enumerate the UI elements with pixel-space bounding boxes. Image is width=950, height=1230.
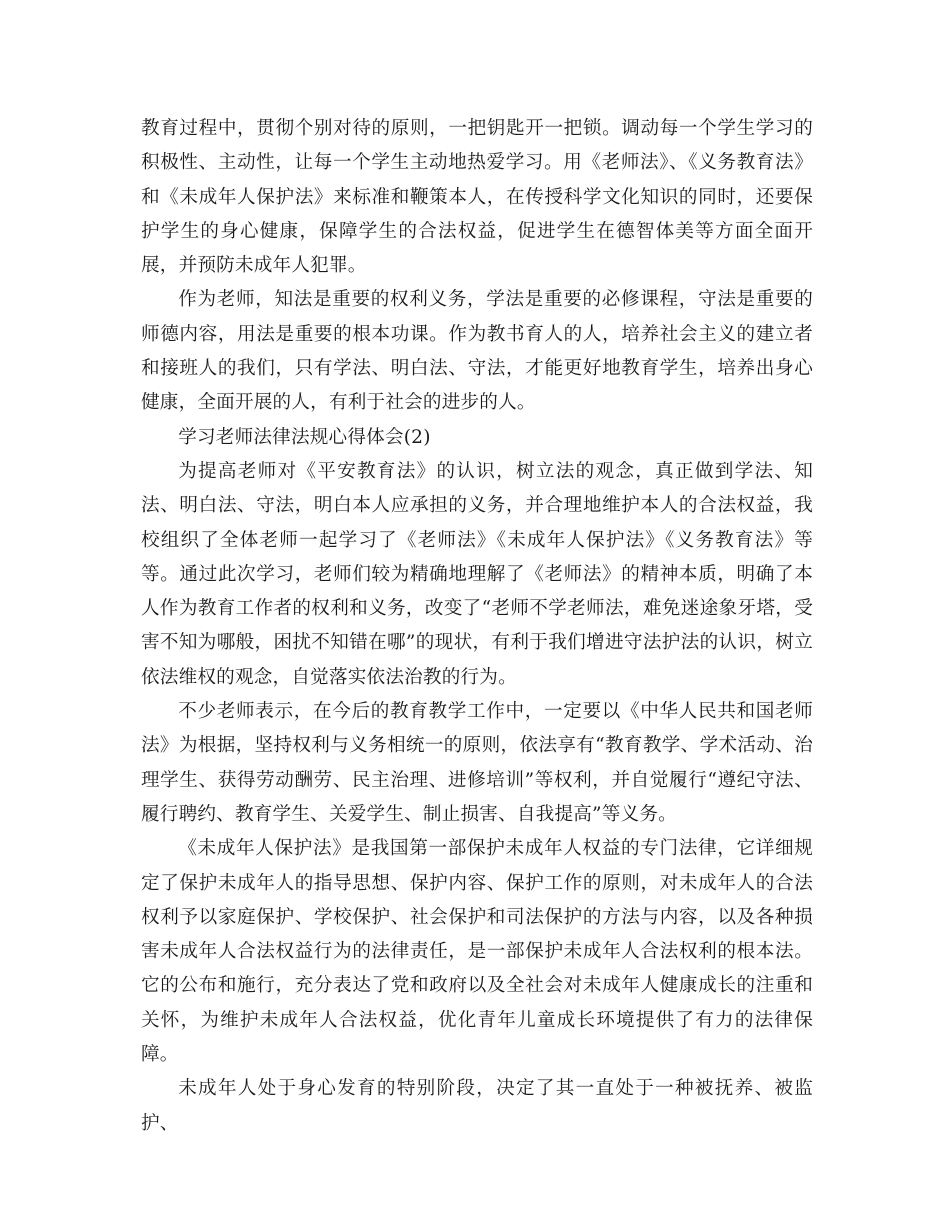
section-heading: 学习老师法律法规心得体会(2): [178, 426, 431, 448]
paragraph-teacher-duty: 作为老师，知法是重要的权利义务，学法是重要的必修课程，守法是重要的师德内容，用法是重要的根本功课。作为教书育人的人，培养社会主义的建立者和接班人的我们，只有学法、明白法、守法，才能更好地教育学生，培养出身心健康，全面开展的人，有利于社会的进步的人。: [141, 289, 813, 414]
paragraph-continuation: 教育过程中，贯彻个别对待的原则，一把钥匙开一把锁。调动每一个学生学习的积极性、主动性，让每一个学生主动地热爱学习。用《老师法》、《义务教育法》和《未成年人保护法》来标准和鞭策本人，在传授科学文化知识的同时，还要保护学生的身心健康，保障学生的合法权益，促进学生在德智体美等方面全面开展，并预防未成年人犯罪。: [141, 118, 813, 277]
paragraph-study-intro: 为提高老师对《平安教育法》的认识，树立法的观念，真正做到学法、知法、明白法、守法，明白本人应承担的义务，并合理地维护本人的合法权益，我校组织了全体老师一起学习了《老师法》《未成年人保护法》《义务教育法》等等。通过此次学习，老师们较为精确地理解了《老师法》的精神本质，明确了本人作为教育工作者的权利和义务，改变了“老师不学老师法，难免迷途象牙塔，受害不知为哪般，困扰不知错在哪”的现状，有利于我们增进守法护法的认识，树立依法维权的观念，自觉落实依法治教的行为。: [141, 460, 813, 688]
paragraph-teacher-rights: 不少老师表示，在今后的教育教学工作中，一定要以《中华人民共和国老师法》为根据，坚持权利与义务相统一的原则，依法享有“教育教学、学术活动、治理学生、获得劳动酬劳、民主治理、进修培训”等权利，并自觉履行“遵纪守法、履行聘约、教育学生、关爱学生、制止损害、自我提高”等义务。: [141, 701, 813, 825]
paragraph-minor-development: 未成年人处于身心发育的特别阶段，决定了其一直处于一种被抚养、被监护、: [141, 1078, 813, 1134]
paragraph-minor-protection-law: 《未成年人保护法》是我国第一部保护未成年人权益的专门法律，它详细规定了保护未成年人的指导思想、保护内容、保护工作的原则，对未成年人的合法权利予以家庭保护、学校保护、社会保护和司法保护的方法与内容，以及各种损害未成年人合法权益行为的法律责任，是一部保护未成年人合法权利的根本法。它的公布和施行，充分表达了党和政府以及全社会对未成年人健康成长的注重和关怀，为维护未成年人合法权益，优化青年儿童成长环境提供了有力的法律保障。: [141, 838, 813, 1066]
document-page: [141, 112, 813, 1141]
